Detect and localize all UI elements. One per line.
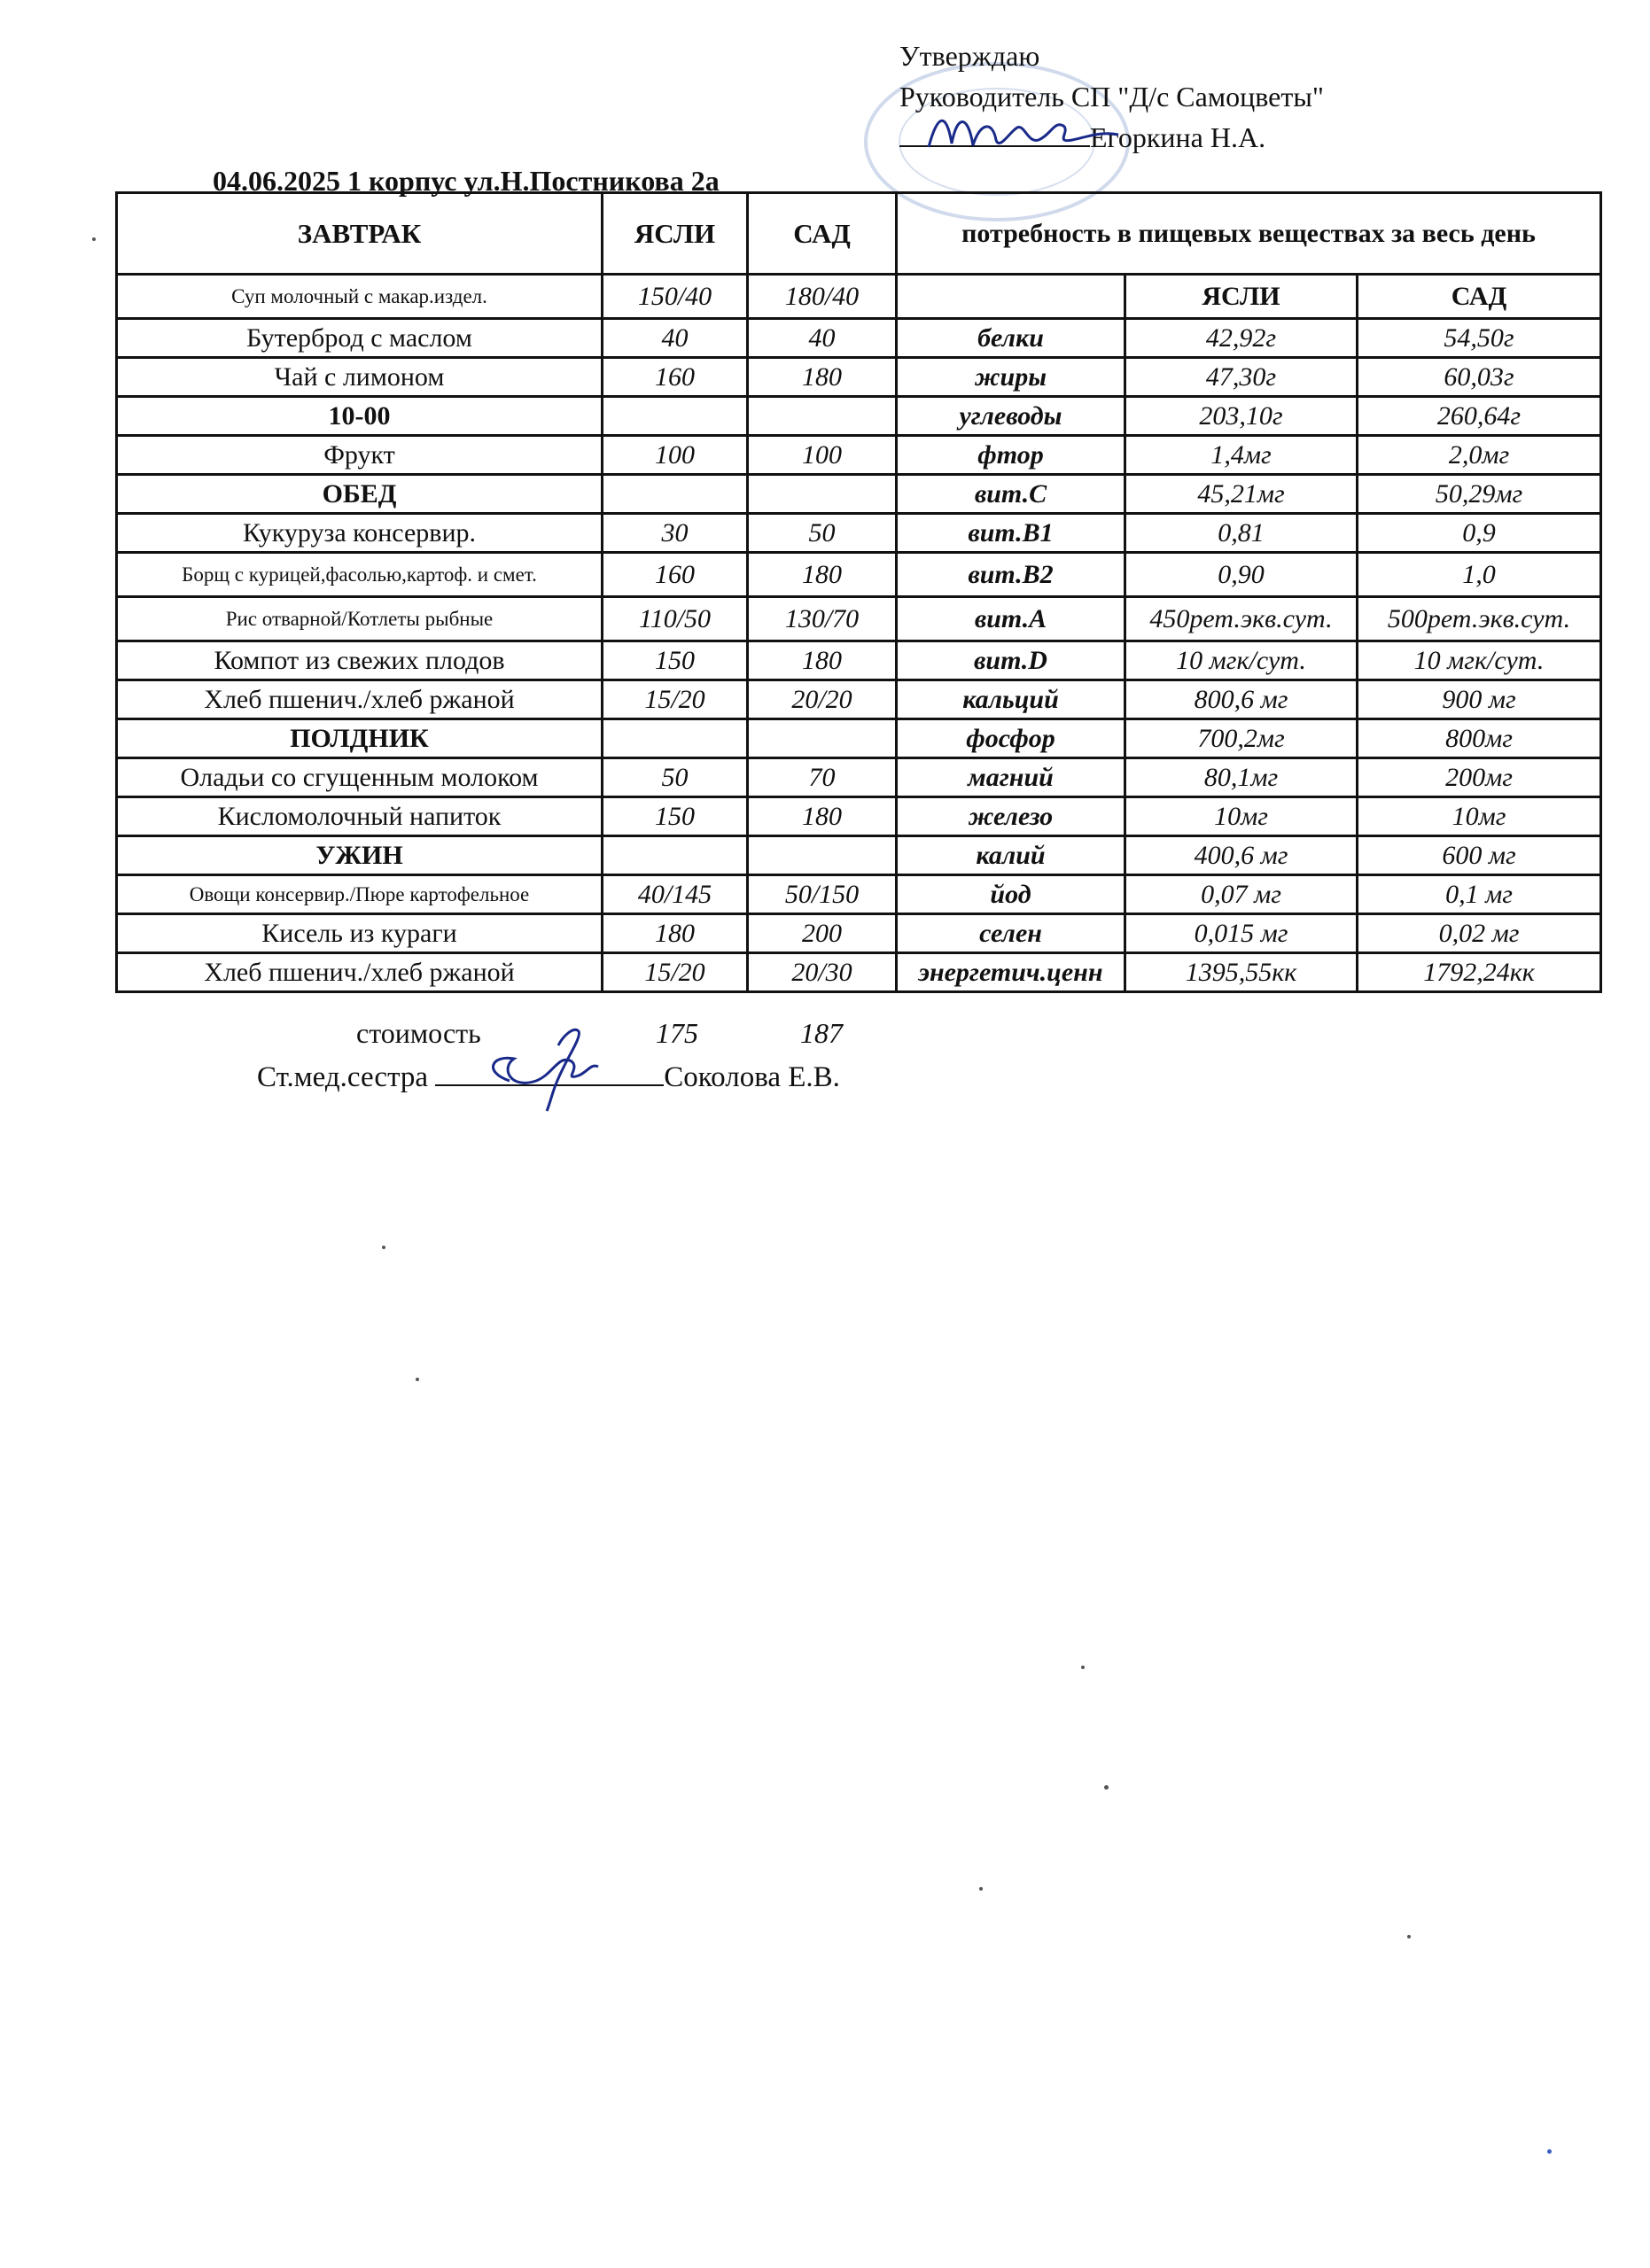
menu-table — [115, 191, 1602, 993]
nurse-label: Ст.мед.сестра — [257, 1061, 429, 1093]
scan-speck — [1547, 2149, 1552, 2154]
table-row — [117, 953, 1601, 992]
nutrient-nursery-header: ЯСЛИ — [1125, 275, 1358, 319]
nutrient-nursery-value: 203,10г — [1125, 397, 1358, 436]
menu-table-body — [117, 193, 1601, 992]
table-row — [117, 875, 1601, 914]
nurse-signature-block — [257, 1058, 840, 1094]
scan-speck — [979, 1887, 983, 1891]
nursery-portion: 160 — [603, 358, 748, 397]
nutrient-garden-value: 50,29мг — [1358, 475, 1601, 514]
nursery-portion — [603, 397, 748, 436]
section-heading: ПОЛДНИК — [117, 719, 603, 758]
nutrient-garden-header: САД — [1358, 275, 1601, 319]
nutrient-name: железо — [897, 797, 1125, 836]
nursery-portion: 15/20 — [603, 680, 748, 719]
garden-portion: 180 — [748, 641, 897, 680]
dish-name: Овощи консервир./Пюре картофельное — [117, 875, 603, 914]
garden-portion: 20/20 — [748, 680, 897, 719]
scan-speck — [382, 1246, 385, 1249]
nutrient-garden-value: 0,9 — [1358, 514, 1601, 553]
nutrient-garden-value: 1792,24кк — [1358, 953, 1601, 992]
section-heading: 10-00 — [117, 397, 603, 436]
nursery-portion: 150/40 — [603, 275, 748, 319]
table-row — [117, 275, 1601, 319]
section-heading: ОБЕД — [117, 475, 603, 514]
cost-nursery: 175 — [656, 1017, 698, 1049]
nutrient-nursery-value: 0,07 мг — [1125, 875, 1358, 914]
nutrient-name: вит.С — [897, 475, 1125, 514]
nutrient-garden-value: 60,03г — [1358, 358, 1601, 397]
table-row — [117, 719, 1601, 758]
nutrient-nursery-value: 10 мгк/сут. — [1125, 641, 1358, 680]
nutrient-garden-value: 900 мг — [1358, 680, 1601, 719]
garden-portion — [748, 397, 897, 436]
nutrient-nursery-value: 400,6 мг — [1125, 836, 1358, 875]
nursery-header: ЯСЛИ — [603, 193, 748, 275]
table-row — [117, 397, 1601, 436]
scan-speck — [1407, 1935, 1411, 1938]
garden-portion: 180 — [748, 358, 897, 397]
dish-name: Кисель из кураги — [117, 914, 603, 953]
signature-underline — [899, 119, 1090, 147]
nursery-portion: 15/20 — [603, 953, 748, 992]
table-row — [117, 597, 1601, 641]
nutrient-name: кальций — [897, 680, 1125, 719]
nursery-portion: 40 — [603, 319, 748, 358]
scan-speck — [1081, 1666, 1085, 1669]
nursery-portion: 110/50 — [603, 597, 748, 641]
garden-portion: 180/40 — [748, 275, 897, 319]
nutrient-garden-value: 200мг — [1358, 758, 1601, 797]
approval-line1: Утверждаю — [899, 40, 1040, 72]
garden-portion — [748, 475, 897, 514]
dish-name: Компот из свежих плодов — [117, 641, 603, 680]
table-row — [117, 641, 1601, 680]
dish-name: Кисломолочный напиток — [117, 797, 603, 836]
garden-portion: 70 — [748, 758, 897, 797]
nutrient-nursery-value: 0,015 мг — [1125, 914, 1358, 953]
nursery-portion: 100 — [603, 436, 748, 475]
cost-garden: 187 — [800, 1017, 843, 1049]
table-row — [117, 319, 1601, 358]
cost-label: стоимость — [356, 1017, 481, 1049]
dish-name: Фрукт — [117, 436, 603, 475]
nutrient-garden-value: 800мг — [1358, 719, 1601, 758]
nursery-portion — [603, 836, 748, 875]
approver-name: Егоркина Н.А. — [1090, 121, 1266, 153]
table-row — [117, 553, 1601, 597]
garden-portion: 50/150 — [748, 875, 897, 914]
nursery-portion: 150 — [603, 797, 748, 836]
garden-portion — [748, 836, 897, 875]
nursery-portion: 150 — [603, 641, 748, 680]
nutrient-name: углеводы — [897, 397, 1125, 436]
nutrient-garden-value: 2,0мг — [1358, 436, 1601, 475]
nutrient-garden-value: 500рет.экв.сут. — [1358, 597, 1601, 641]
section-heading: УЖИН — [117, 836, 603, 875]
nutrients-title: потребность в пищевых веществах за весь день — [897, 193, 1601, 275]
table-row — [117, 758, 1601, 797]
nutrient-name: магний — [897, 758, 1125, 797]
nursery-portion: 30 — [603, 514, 748, 553]
table-row — [117, 436, 1601, 475]
nutrient-garden-value: 0,1 мг — [1358, 875, 1601, 914]
nutrient-name: фосфор — [897, 719, 1125, 758]
nutrient-nursery-value: 800,6 мг — [1125, 680, 1358, 719]
nutrient-name: вит.В2 — [897, 553, 1125, 597]
nursery-portion: 160 — [603, 553, 748, 597]
table-row — [117, 475, 1601, 514]
dish-name: Борщ с курицей,фасолью,картоф. и смет. — [117, 553, 603, 597]
dish-name: Оладьи со сгущенным молоком — [117, 758, 603, 797]
table-row — [117, 514, 1601, 553]
nursery-portion: 180 — [603, 914, 748, 953]
table-row — [117, 914, 1601, 953]
nutrient-name: энергетич.ценн — [897, 953, 1125, 992]
nurse-name: Соколова Е.В. — [664, 1061, 840, 1093]
garden-portion: 180 — [748, 553, 897, 597]
nutrient-nursery-value: 0,90 — [1125, 553, 1358, 597]
nurse-signature-underline — [435, 1058, 664, 1086]
approval-signature-line — [899, 117, 1324, 158]
nutrient-garden-value: 600 мг — [1358, 836, 1601, 875]
nutrient-nursery-value: 450рет.экв.сут. — [1125, 597, 1358, 641]
nutrient-nursery-value: 80,1мг — [1125, 758, 1358, 797]
garden-header: САД — [748, 193, 897, 275]
table-row — [117, 836, 1601, 875]
dish-name: Рис отварной/Котлеты рыбные — [117, 597, 603, 641]
nutrient-name: вит.D — [897, 641, 1125, 680]
nutrient-nursery-value: 45,21мг — [1125, 475, 1358, 514]
dish-name: Кукуруза консервир. — [117, 514, 603, 553]
nursery-portion: 50 — [603, 758, 748, 797]
garden-portion — [748, 719, 897, 758]
nutrient-nursery-value: 1,4мг — [1125, 436, 1358, 475]
table-row — [117, 797, 1601, 836]
nutrient-name: калий — [897, 836, 1125, 875]
garden-portion: 20/30 — [748, 953, 897, 992]
nutrient-garden-value: 10мг — [1358, 797, 1601, 836]
dish-name: Суп молочный с макар.издел. — [117, 275, 603, 319]
nutrient-name: жиры — [897, 358, 1125, 397]
table-row — [117, 358, 1601, 397]
nutrient-garden-value: 0,02 мг — [1358, 914, 1601, 953]
nutrient-garden-value: 260,64г — [1358, 397, 1601, 436]
garden-portion: 130/70 — [748, 597, 897, 641]
dish-name: Хлеб пшенич./хлеб ржаной — [117, 680, 603, 719]
nutrient-nursery-value: 700,2мг — [1125, 719, 1358, 758]
header-row — [117, 193, 1601, 275]
nutrient-header-spacer — [897, 275, 1125, 319]
nutrient-nursery-value: 1395,55кк — [1125, 953, 1358, 992]
table-row — [117, 680, 1601, 719]
dish-name: Хлеб пшенич./хлеб ржаной — [117, 953, 603, 992]
breakfast-header: ЗАВТРАК — [117, 193, 603, 275]
nursery-portion — [603, 475, 748, 514]
nursery-portion — [603, 719, 748, 758]
nutrient-nursery-value: 42,92г — [1125, 319, 1358, 358]
nutrient-nursery-value: 0,81 — [1125, 514, 1358, 553]
nutrient-name: фтор — [897, 436, 1125, 475]
approval-block — [899, 35, 1324, 158]
nursery-portion: 40/145 — [603, 875, 748, 914]
nutrient-name: вит.В1 — [897, 514, 1125, 553]
garden-portion: 40 — [748, 319, 897, 358]
nutrient-garden-value: 1,0 — [1358, 553, 1601, 597]
nutrient-nursery-value: 47,30г — [1125, 358, 1358, 397]
nutrient-name: селен — [897, 914, 1125, 953]
nutrient-nursery-value: 10мг — [1125, 797, 1358, 836]
approval-line2: Руководитель СП "Д/с Самоцветы" — [899, 81, 1324, 113]
scan-speck — [92, 237, 96, 241]
dish-name: Чай с лимоном — [117, 358, 603, 397]
scan-speck — [416, 1378, 419, 1381]
garden-portion: 180 — [748, 797, 897, 836]
nutrient-garden-value: 54,50г — [1358, 319, 1601, 358]
nutrient-name: вит.А — [897, 597, 1125, 641]
document-title: 04.06.2025 1 корпус ул.Н.Постникова 2а — [213, 165, 720, 197]
garden-portion: 200 — [748, 914, 897, 953]
nutrient-name: белки — [897, 319, 1125, 358]
dish-name: Бутерброд с маслом — [117, 319, 603, 358]
nutrient-garden-value: 10 мгк/сут. — [1358, 641, 1601, 680]
garden-portion: 100 — [748, 436, 897, 475]
nutrient-name: йод — [897, 875, 1125, 914]
scan-speck — [1104, 1785, 1109, 1790]
garden-portion: 50 — [748, 514, 897, 553]
